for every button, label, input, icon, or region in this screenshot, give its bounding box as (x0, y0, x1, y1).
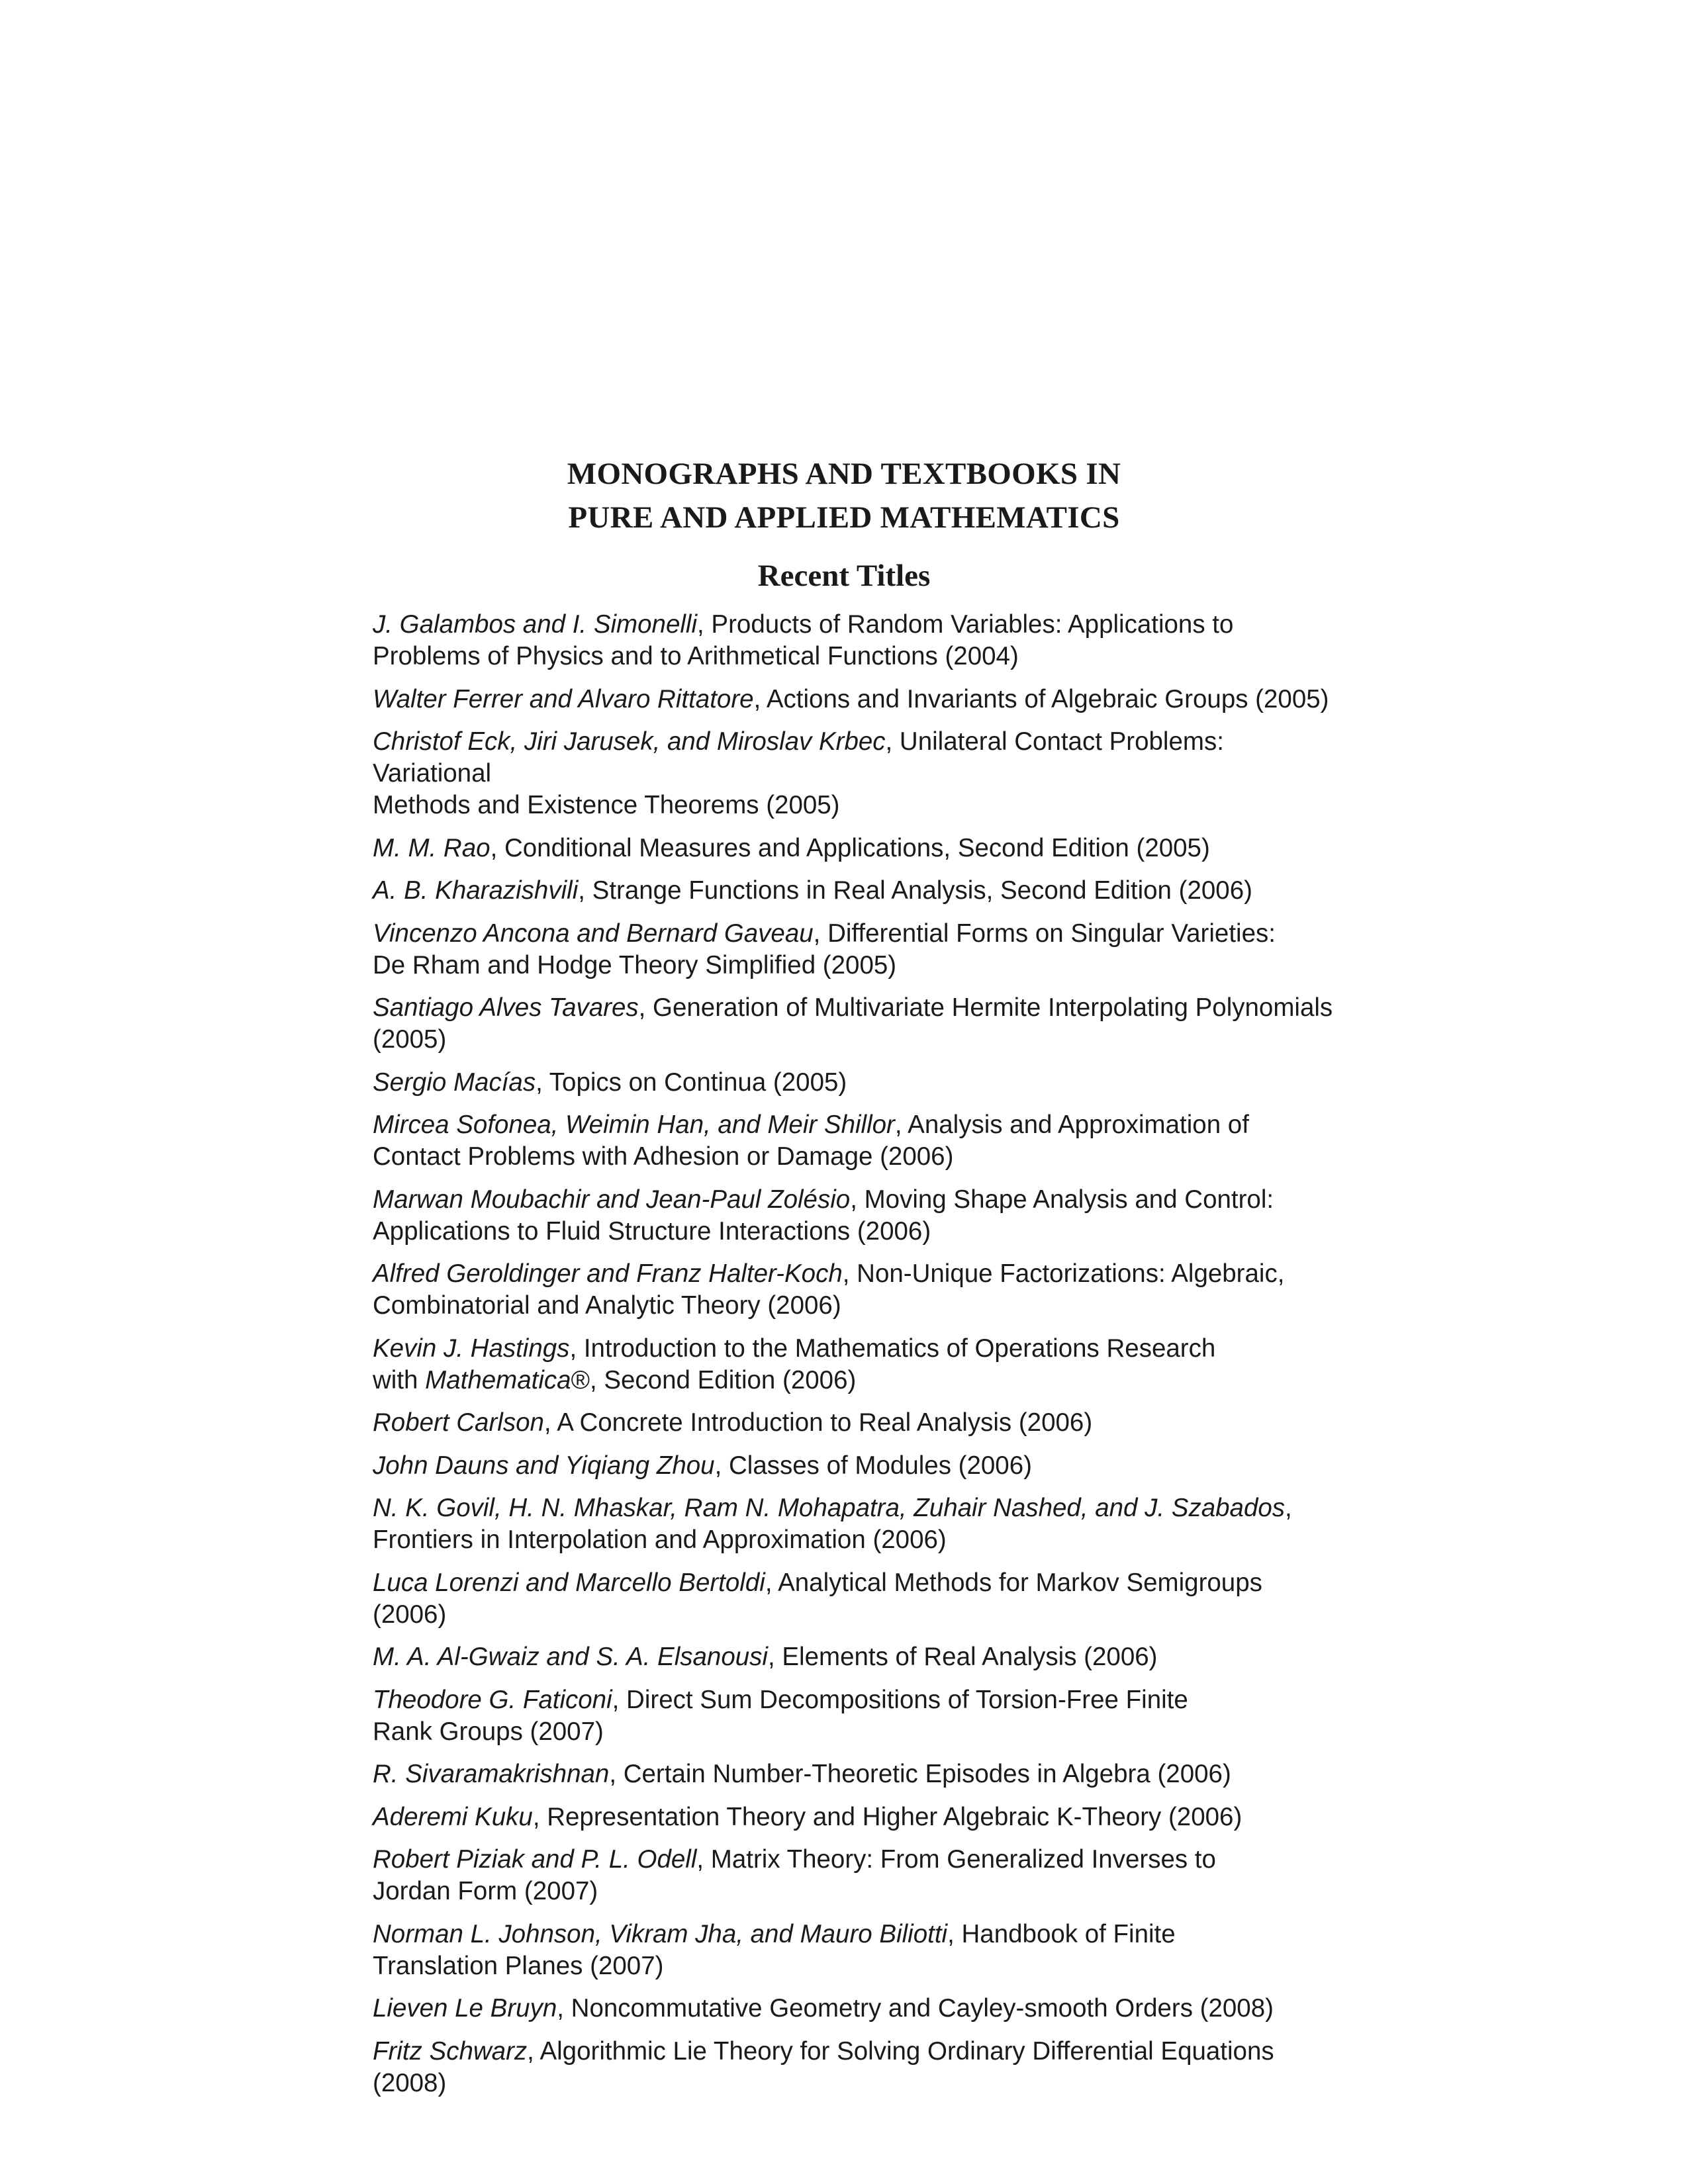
entry-title-continued: with (373, 1365, 426, 1394)
title-entry (373, 1450, 1339, 1482)
entry-authors: Walter Ferrer and Alvaro Rittatore (373, 684, 754, 713)
entry-title: , Products of Random Variables: Applications to (697, 610, 1234, 639)
entry-title-continued: Contact Problems with Adhesion or Damage (2006) (373, 1142, 954, 1171)
entry-authors: Theodore G. Faticoni (373, 1685, 612, 1714)
entry-title: , Generation of Multivariate Hermite Interpolating Polynomials (638, 993, 1333, 1022)
entry-title-continued: Frontiers in Interpolation and Approximation (2006) (373, 1525, 947, 1554)
title-entry (373, 992, 1339, 1056)
entry-title: , Certain Number-Theoretic Episodes in Algebra (2006) (609, 1760, 1231, 1788)
title-entry (373, 875, 1339, 907)
entry-title: , Analytical Methods for Markov Semigroups (765, 1568, 1262, 1597)
title-entry (373, 1801, 1339, 1833)
entry-authors: A. B. Kharazishvili (373, 876, 579, 905)
entry-authors: N. K. Govil, H. N. Mhaskar, Ram N. Mohapatra, Zuhair Nashed, and J. Szabados (373, 1494, 1286, 1522)
title-entry (373, 1684, 1339, 1748)
entry-authors: J. Galambos and I. Simonelli (373, 610, 698, 639)
entry-title: , Handbook of Finite (947, 1919, 1176, 1948)
entry-authors: M. M. Rao (373, 833, 491, 862)
entry-title-emphasis: Mathematica (425, 1365, 571, 1394)
title-entry (373, 1184, 1339, 1248)
entry-title: , Analysis and Approximation of (894, 1111, 1249, 1139)
entry-title-continued: Problems of Physics and to Arithmetical Functions (2004) (373, 642, 1019, 670)
entry-authors: Lieven Le Bruyn (373, 1994, 557, 2023)
entry-authors: Sergio Macías (373, 1068, 536, 1097)
entry-authors: Marwan Moubachir and Jean-Paul Zolésio (373, 1185, 851, 1214)
title-entry (373, 1492, 1339, 1556)
entry-authors: Vincenzo Ancona and Bernard Gaveau (373, 919, 814, 948)
title-entry (373, 918, 1339, 981)
entry-title-continued: Applications to Fluid Structure Interactions (2006) (373, 1216, 931, 1246)
entry-authors: Luca Lorenzi and Marcello Bertoldi (373, 1568, 765, 1597)
entry-title: , Elements of Real Analysis (2006) (767, 1643, 1158, 1671)
entry-title-continued: Translation Planes (2007) (373, 1951, 664, 1980)
series-title-line-2: PURE AND APPLIED MATHEMATICS (568, 500, 1120, 535)
entry-authors: Aderemi Kuku (373, 1802, 533, 1831)
entry-title: , Introduction to the Mathematics of Operations Research (569, 1334, 1216, 1363)
entry-title: , Moving Shape Analysis and Control: (850, 1185, 1274, 1214)
title-entry (373, 1758, 1339, 1790)
title-entry (373, 1993, 1339, 2025)
title-entry (373, 1067, 1339, 1099)
entry-title: , Non-Unique Factorizations: Algebraic, (842, 1259, 1285, 1288)
entry-title: , Differential Forms on Singular Varieties: (813, 919, 1276, 948)
series-heading (0, 452, 1688, 596)
entry-title-continued: Rank Groups (2007) (373, 1717, 604, 1746)
entry-title: , Strange Functions in Real Analysis, Second Edition (2006) (578, 876, 1252, 905)
entry-title-continued: (2006) (373, 1600, 447, 1629)
title-entry (373, 1567, 1339, 1631)
entry-authors: Fritz Schwarz (373, 2036, 528, 2066)
entry-authors: John Dauns and Yiqiang Zhou (373, 1451, 715, 1480)
entry-title-continued: Methods and Existence Theorems (2005) (373, 791, 840, 819)
entry-title-continued: De Rham and Hodge Theory Simplified (2005) (373, 950, 897, 979)
entry-authors: Kevin J. Hastings (373, 1334, 570, 1363)
title-entry (373, 1919, 1339, 1982)
series-title-line-1: MONOGRAPHS AND TEXTBOOKS IN (567, 457, 1121, 491)
title-entry (373, 684, 1339, 715)
entry-title: , Actions and Invariants of Algebraic Groups (2005) (753, 684, 1329, 713)
entry-authors: R. Sivaramakrishnan (373, 1760, 610, 1788)
entry-title-continued: Combinatorial and Analytic Theory (2006) (373, 1291, 841, 1320)
entry-authors: Norman L. Johnson, Vikram Jha, and Mauro Biliotti (373, 1919, 948, 1948)
entry-title: , Direct Sum Decompositions of Torsion-Free Finite (612, 1685, 1188, 1714)
entry-title: , Matrix Theory: From Generalized Inverses to (696, 1845, 1216, 1874)
entry-title-continued: Jordan Form (2007) (373, 1877, 598, 1905)
title-entry (373, 833, 1339, 864)
title-entry (373, 1407, 1339, 1439)
entry-authors: Alfred Geroldinger and Franz Halter-Koch (373, 1259, 843, 1288)
entry-title: , Topics on Continua (2005) (536, 1068, 847, 1097)
entry-title: , Algorithmic Lie Theory for Solving Ordinary Differential Equations (527, 2036, 1274, 2066)
recent-titles-heading: Recent Titles (757, 559, 931, 593)
title-entry (373, 1844, 1339, 1907)
title-entry (373, 2036, 1339, 2099)
entry-authors: Mircea Sofonea, Weimin Han, and Meir Shillor (373, 1111, 895, 1139)
entry-title: , Representation Theory and Higher Algebraic K-Theory (2006) (532, 1802, 1243, 1831)
title-entry (373, 609, 1339, 672)
entry-authors: M. A. Al-Gwaiz and S. A. Elsanousi (373, 1643, 768, 1671)
entry-title: , Conditional Measures and Applications, Second Edition (2005) (490, 833, 1210, 862)
entry-title-continued-end: ®, Second Edition (2006) (571, 1365, 857, 1394)
entry-title: , (1285, 1494, 1292, 1522)
entry-title: , A Concrete Introduction to Real Analysis (2006) (543, 1408, 1093, 1437)
entry-title: , Classes of Modules (2006) (714, 1451, 1032, 1480)
entry-title: , Unilateral Contact Problems: Variational (373, 727, 1224, 788)
entry-authors: Robert Carlson (373, 1408, 544, 1437)
entry-title: , Noncommutative Geometry and Cayley-smooth Orders (2008) (557, 1994, 1274, 2023)
entry-title-continued: (2005) (373, 1025, 447, 1054)
title-entry (373, 1641, 1339, 1673)
title-entry (373, 1258, 1339, 1322)
entry-authors: Christof Eck, Jiri Jarusek, and Miroslav Krbec (373, 727, 886, 756)
title-entry (373, 1333, 1339, 1396)
title-list (373, 609, 1339, 2110)
entry-authors: Robert Piziak and P. L. Odell (373, 1845, 697, 1874)
title-entry (373, 726, 1339, 821)
title-entry (373, 1109, 1339, 1173)
entry-authors: Santiago Alves Tavares (373, 993, 639, 1022)
entry-title-continued: (2008) (373, 2068, 447, 2097)
